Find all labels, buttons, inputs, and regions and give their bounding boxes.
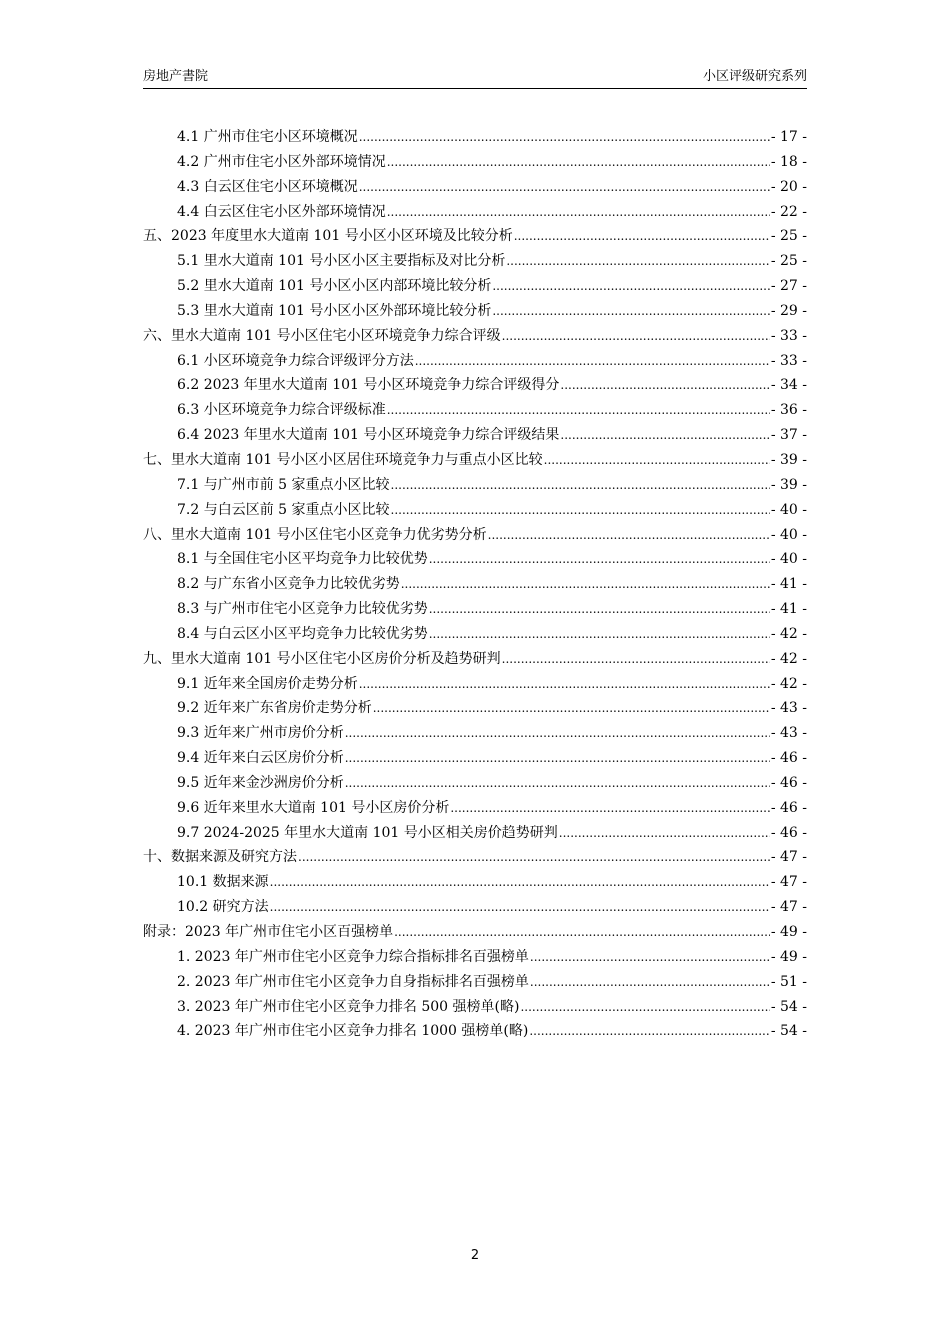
toc-entry-page: - 34 -	[770, 377, 807, 394]
toc-entry-title: 4.3 白云区住宅小区环境概况	[177, 178, 358, 195]
toc-entry-page: - 42 -	[770, 675, 807, 692]
toc-entry-page: - 42 -	[770, 625, 807, 642]
toc-entry[interactable]	[143, 821, 807, 846]
toc-entry-page: - 25 -	[770, 228, 807, 245]
toc-entry-title: 九、里水大道南 101 号小区住宅小区房价分析及趋势研判	[143, 650, 501, 667]
toc-entry-title: 4.1 广州市住宅小区环境概况	[177, 129, 358, 145]
toc-entry[interactable]	[143, 224, 807, 249]
toc-dot-leader	[530, 945, 770, 969]
toc-entry-page: - 42 -	[770, 650, 807, 667]
toc-dot-leader	[502, 647, 770, 671]
toc-entry-page: - 40 -	[770, 501, 807, 518]
toc-dot-leader	[391, 498, 770, 522]
toc-entry-title: 六、里水大道南 101 号小区住宅小区环境竞争力综合评级	[143, 327, 501, 344]
toc-dot-leader	[520, 995, 769, 1019]
toc-dot-leader	[559, 821, 770, 845]
toc-entry[interactable]	[143, 572, 807, 597]
toc-entry-page: - 54 -	[770, 1023, 807, 1040]
toc-dot-leader	[450, 796, 769, 820]
toc-entry-page: - 47 -	[770, 874, 807, 891]
toc-entry[interactable]	[143, 672, 807, 697]
toc-entry[interactable]	[143, 523, 807, 548]
toc-dot-leader	[488, 523, 770, 547]
toc-entry[interactable]	[143, 324, 807, 349]
toc-entry[interactable]	[143, 771, 807, 796]
toc-entry[interactable]	[143, 373, 807, 398]
toc-dot-leader	[429, 622, 770, 646]
toc-entry-title: 8.4 与白云区小区平均竞争力比较优劣势	[177, 625, 428, 642]
toc-dot-leader	[359, 175, 770, 199]
toc-entry-title: 8.1 与全国住宅小区平均竞争力比较优势	[177, 551, 428, 568]
toc-entry[interactable]	[143, 696, 807, 721]
toc-dot-leader	[298, 845, 770, 869]
toc-entry[interactable]	[143, 547, 807, 572]
toc-entry[interactable]	[143, 870, 807, 895]
toc-entry-page: - 18 -	[770, 153, 807, 170]
toc-entry[interactable]	[143, 970, 807, 995]
toc-dot-leader	[560, 373, 769, 397]
toc-entry-title: 7.1 与广州市前 5 家重点小区比较	[177, 476, 390, 493]
toc-entry[interactable]	[143, 796, 807, 821]
toc-entry[interactable]	[143, 349, 807, 374]
toc-dot-leader	[387, 150, 770, 174]
toc-entry-title: 8.2 与广东省小区竞争力比较优劣势	[177, 576, 400, 593]
header-publisher: 房地产書院	[143, 69, 209, 84]
toc-entry[interactable]	[143, 597, 807, 622]
toc-entry-title: 4. 2023 年广州市住宅小区竞争力排名 1000 强榜单(略)	[177, 1023, 529, 1040]
toc-entry[interactable]	[143, 995, 807, 1020]
toc-entry-page: - 39 -	[770, 476, 807, 493]
toc-dot-leader	[514, 224, 770, 248]
toc-dot-leader	[492, 299, 769, 323]
toc-entry[interactable]	[143, 150, 807, 175]
toc-entry-page: - 47 -	[770, 849, 807, 866]
toc-dot-leader	[502, 324, 770, 348]
page-number: 2	[470, 1248, 480, 1263]
toc-entry-page: - 47 -	[770, 899, 807, 916]
toc-entry-title: 6.1 小区环境竞争力综合评级评分方法	[177, 352, 414, 369]
toc-entry-page: - 22 -	[770, 203, 807, 220]
toc-entry-page: - 39 -	[770, 451, 807, 468]
toc-dot-leader	[492, 274, 769, 298]
toc-entry-title: 6.4 2023 年里水大道南 101 号小区环境竞争力综合评级结果	[177, 427, 560, 444]
toc-entry-title: 9.1 近年来全国房价走势分析	[177, 675, 358, 692]
toc-entry-page: - 46 -	[770, 774, 807, 791]
toc-entry-page: - 33 -	[770, 352, 807, 369]
toc-entry-title: 6.2 2023 年里水大道南 101 号小区环境竞争力综合评级得分	[177, 377, 560, 394]
toc-entry-page: - 33 -	[770, 327, 807, 344]
toc-entry[interactable]	[143, 423, 807, 448]
toc-entry-title: 9.6 近年来里水大道南 101 号小区房价分析	[177, 799, 450, 816]
toc-entry-title: 3. 2023 年广州市住宅小区竞争力排名 500 强榜单(略)	[177, 998, 520, 1015]
toc-dot-leader	[429, 547, 770, 571]
toc-dot-leader	[345, 721, 770, 745]
toc-entry-title: 10.2 研究方法	[177, 899, 269, 916]
toc-entry[interactable]	[143, 622, 807, 647]
toc-entry-title: 10.1 数据来源	[177, 874, 269, 891]
toc-entry-page: - 17 -	[770, 129, 807, 145]
toc-entry-title: 5.3 里水大道南 101 号小区小区外部环境比较分析	[177, 302, 492, 319]
toc-entry[interactable]	[143, 125, 807, 150]
toc-entry-page: - 25 -	[770, 253, 807, 270]
toc-entry[interactable]	[143, 845, 807, 870]
toc-entry[interactable]	[143, 398, 807, 423]
toc-entry-page: - 29 -	[770, 302, 807, 319]
toc-entry-page: - 46 -	[770, 750, 807, 767]
toc-entry-title: 七、里水大道南 101 号小区小区居住环境竞争力与重点小区比较	[143, 451, 543, 468]
toc-entry-title: 8.3 与广州市住宅小区竞争力比较优劣势	[177, 601, 428, 618]
toc-entry-title: 6.3 小区环境竞争力综合评级标准	[177, 402, 386, 419]
toc-entry-title: 十、数据来源及研究方法	[143, 849, 297, 866]
toc-dot-leader	[359, 125, 770, 149]
toc-dot-leader	[345, 746, 770, 770]
toc-entry-page: - 40 -	[770, 551, 807, 568]
toc-entry-page: - 43 -	[770, 700, 807, 717]
toc-entry-page: - 51 -	[770, 973, 807, 990]
toc-dot-leader	[373, 696, 770, 720]
toc-dot-leader	[560, 423, 769, 447]
toc-entry-page: - 49 -	[770, 948, 807, 965]
toc-dot-leader	[391, 473, 770, 497]
toc-entry[interactable]	[143, 895, 807, 920]
toc-dot-leader	[359, 672, 770, 696]
toc-entry[interactable]	[143, 299, 807, 324]
toc-dot-leader	[530, 970, 770, 994]
toc-entry-title: 八、里水大道南 101 号小区住宅小区竞争力优劣势分析	[143, 526, 487, 543]
toc-entry-page: - 20 -	[770, 178, 807, 195]
toc-dot-leader	[415, 349, 770, 373]
toc-dot-leader	[429, 597, 770, 621]
toc-entry-page: - 41 -	[770, 576, 807, 593]
toc-entry-title: 9.2 近年来广东省房价走势分析	[177, 700, 372, 717]
toc-entry-page: - 46 -	[770, 799, 807, 816]
toc-entry-title: 9.7 2024-2025 年里水大道南 101 号小区相关房价趋势研判	[177, 824, 558, 841]
toc-entry[interactable]	[143, 200, 807, 225]
toc-entry-title: 5.1 里水大道南 101 号小区小区主要指标及对比分析	[177, 253, 506, 270]
toc-entry[interactable]	[143, 647, 807, 672]
toc-dot-leader	[529, 1019, 769, 1043]
toc-entry-title: 9.4 近年来白云区房价分析	[177, 750, 344, 767]
toc-entry-page: - 43 -	[770, 725, 807, 742]
toc-entry[interactable]	[143, 448, 807, 473]
toc-entry-title: 9.3 近年来广州市房价分析	[177, 725, 344, 742]
toc-entry-title: 1. 2023 年广州市住宅小区竞争力综合指标排名百强榜单	[177, 948, 529, 965]
toc-entry[interactable]	[143, 721, 807, 746]
header-series: 小区评级研究系列	[702, 69, 807, 84]
toc-entry[interactable]	[143, 746, 807, 771]
toc-entry-title: 7.2 与白云区前 5 家重点小区比较	[177, 501, 390, 518]
toc-entry[interactable]	[143, 175, 807, 200]
toc-entry-title: 4.4 白云区住宅小区外部环境情况	[177, 203, 386, 220]
toc-entry-page: - 49 -	[770, 924, 807, 940]
toc-entry-title: 附录：2023 年广州市住宅小区百强榜单	[143, 924, 394, 940]
toc-entry[interactable]	[143, 1019, 807, 1044]
toc-entry-page: - 40 -	[770, 526, 807, 543]
toc-entry[interactable]	[143, 274, 807, 299]
toc-dot-leader	[394, 920, 770, 944]
page-header	[143, 70, 807, 89]
toc-dot-leader	[387, 200, 770, 224]
toc-entry[interactable]	[143, 945, 807, 970]
toc-dot-leader	[506, 249, 769, 273]
toc-entry[interactable]	[143, 249, 807, 274]
toc-dot-leader	[270, 870, 770, 894]
table-of-contents	[143, 125, 807, 1044]
toc-entry-title: 5.2 里水大道南 101 号小区小区内部环境比较分析	[177, 278, 492, 295]
toc-dot-leader	[345, 771, 770, 795]
toc-entry[interactable]	[143, 473, 807, 498]
toc-entry-page: - 27 -	[770, 278, 807, 295]
toc-entry-title: 五、2023 年度里水大道南 101 号小区小区环境及比较分析	[143, 228, 513, 245]
toc-entry-title: 2. 2023 年广州市住宅小区竞争力自身指标排名百强榜单	[177, 973, 529, 990]
toc-entry-page: - 54 -	[770, 998, 807, 1015]
toc-entry[interactable]	[143, 498, 807, 523]
toc-entry-page: - 37 -	[770, 427, 807, 444]
toc-entry-title: 9.5 近年来金沙洲房价分析	[177, 774, 344, 791]
toc-dot-leader	[387, 398, 770, 422]
toc-dot-leader	[270, 895, 770, 919]
toc-entry-page: - 46 -	[770, 824, 807, 841]
toc-entry-title: 4.2 广州市住宅小区外部环境情况	[177, 153, 386, 170]
toc-dot-leader	[544, 448, 770, 472]
toc-dot-leader	[401, 572, 770, 596]
toc-entry-page: - 41 -	[770, 601, 807, 618]
toc-entry-page: - 36 -	[770, 402, 807, 419]
toc-entry[interactable]	[143, 920, 807, 945]
